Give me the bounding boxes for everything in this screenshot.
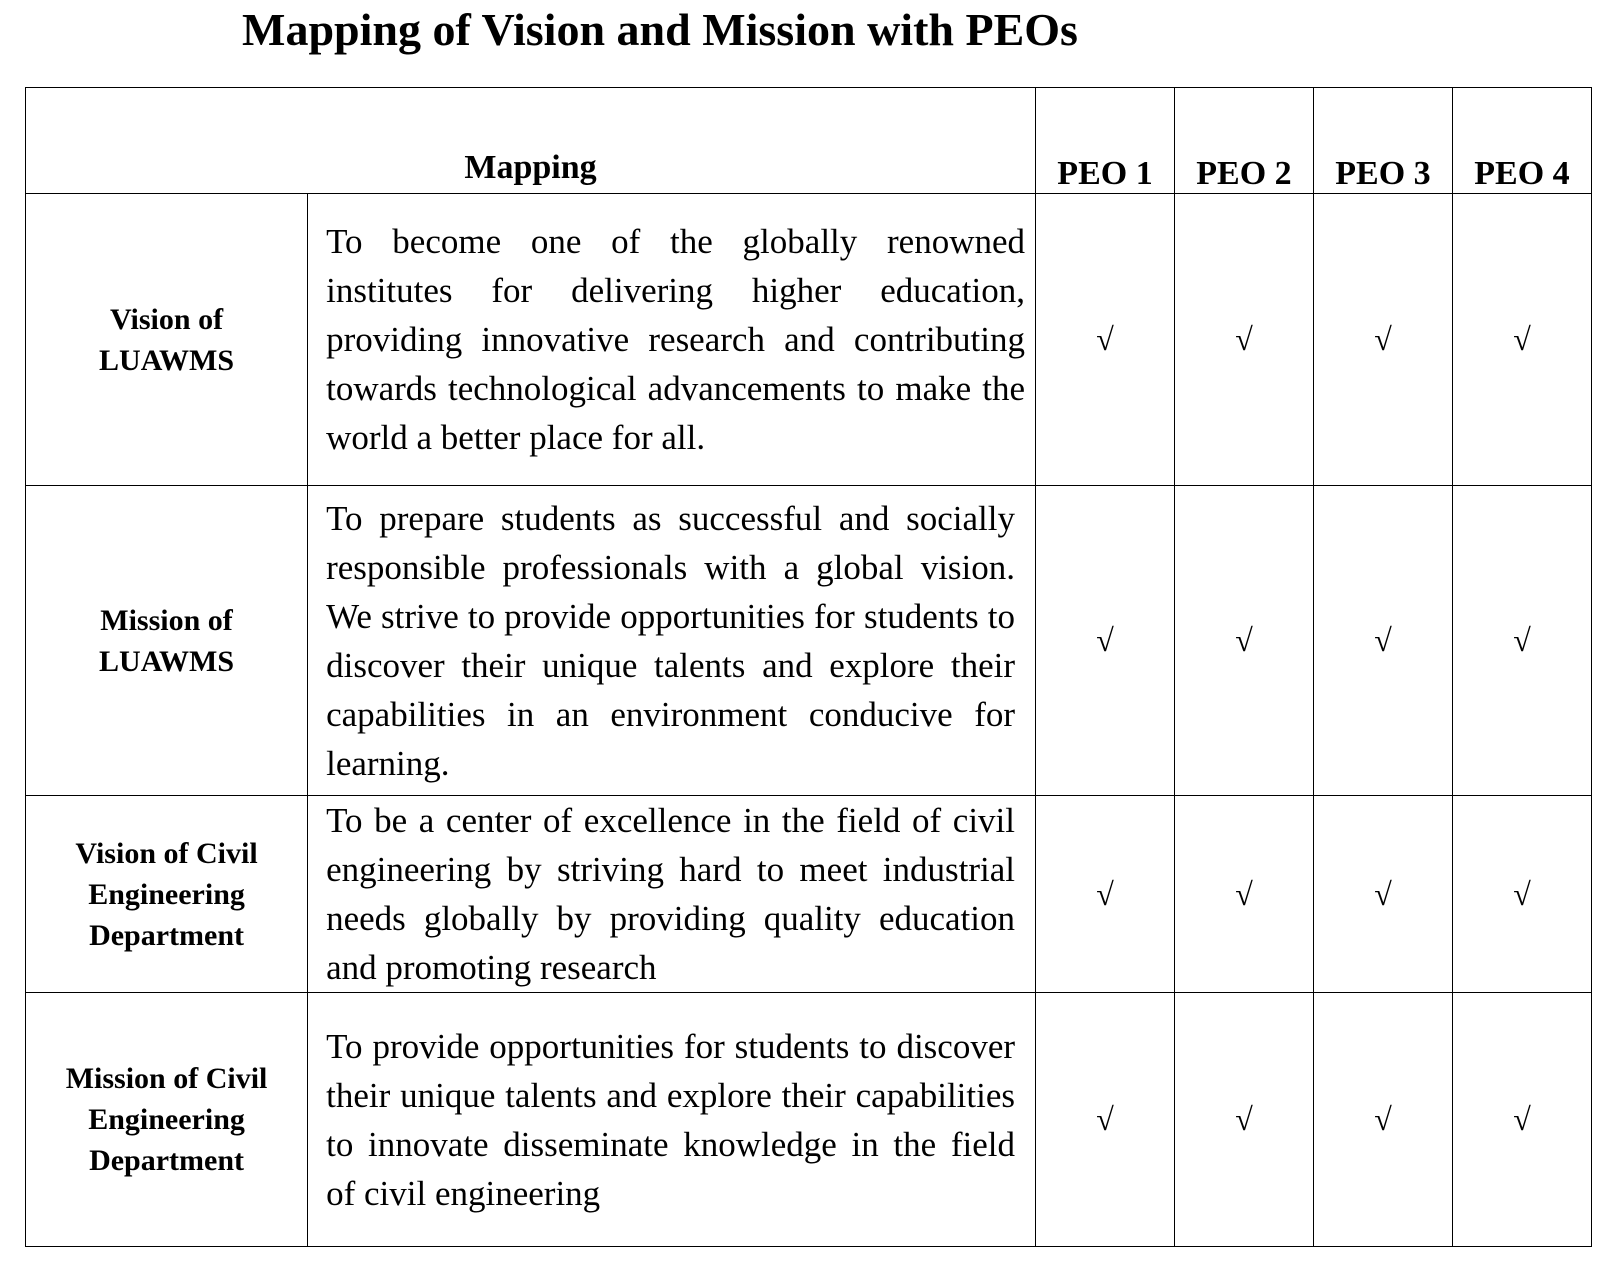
row-statement: To provide opportunities for students to discover their unique talents and explore their capabilities to innovate disseminate knowledge in the field of civil engineering [308,993,1036,1247]
check-mark: √ [1175,993,1314,1247]
check-mark: √ [1452,796,1591,993]
check-mark: √ [1175,486,1314,796]
row-statement: To prepare students as successful and socially responsible professionals with a global vision. We strive to provide opportunities for students to discover their unique talents and explore their capabilities in an environment conducive for learning. [308,486,1036,796]
check-mark: √ [1313,486,1452,796]
row-label: Mission of LUAWMS [26,486,308,796]
table-row [26,486,1592,796]
row-label: Vision of Civil Engineering Department [26,796,308,993]
peo-header: PEO 2 [1175,88,1314,194]
row-label: Vision of LUAWMS [26,194,308,486]
peo-header: PEO 4 [1452,88,1591,194]
header-row [26,88,1592,194]
check-mark: √ [1313,194,1452,486]
check-mark: √ [1175,796,1314,993]
row-statement: To become one of the globally renowned institutes for delivering higher education, providing innovative research and contributing towards technological advancements to make the world a better place for all. [308,194,1036,486]
check-mark: √ [1036,486,1175,796]
peo-header: PEO 1 [1036,88,1175,194]
check-mark: √ [1175,194,1314,486]
peo-header: PEO 3 [1313,88,1452,194]
table-row [26,796,1592,993]
check-mark: √ [1313,796,1452,993]
check-mark: √ [1452,993,1591,1247]
check-mark: √ [1036,194,1175,486]
row-statement: To be a center of excellence in the field of civil engineering by striving hard to meet industrial needs globally by providing quality education and promoting research [308,796,1036,993]
document-title: Mapping of Vision and Mission with PEOs [242,4,1078,55]
check-mark: √ [1313,993,1452,1247]
check-mark: √ [1452,194,1591,486]
check-mark: √ [1036,796,1175,993]
row-label: Mission of Civil Engineering Department [26,993,308,1247]
mapping-header: Mapping [26,88,1036,194]
mapping-table [25,87,1592,1247]
check-mark: √ [1452,486,1591,796]
table-row [26,194,1592,486]
table-row [26,993,1592,1247]
check-mark: √ [1036,993,1175,1247]
